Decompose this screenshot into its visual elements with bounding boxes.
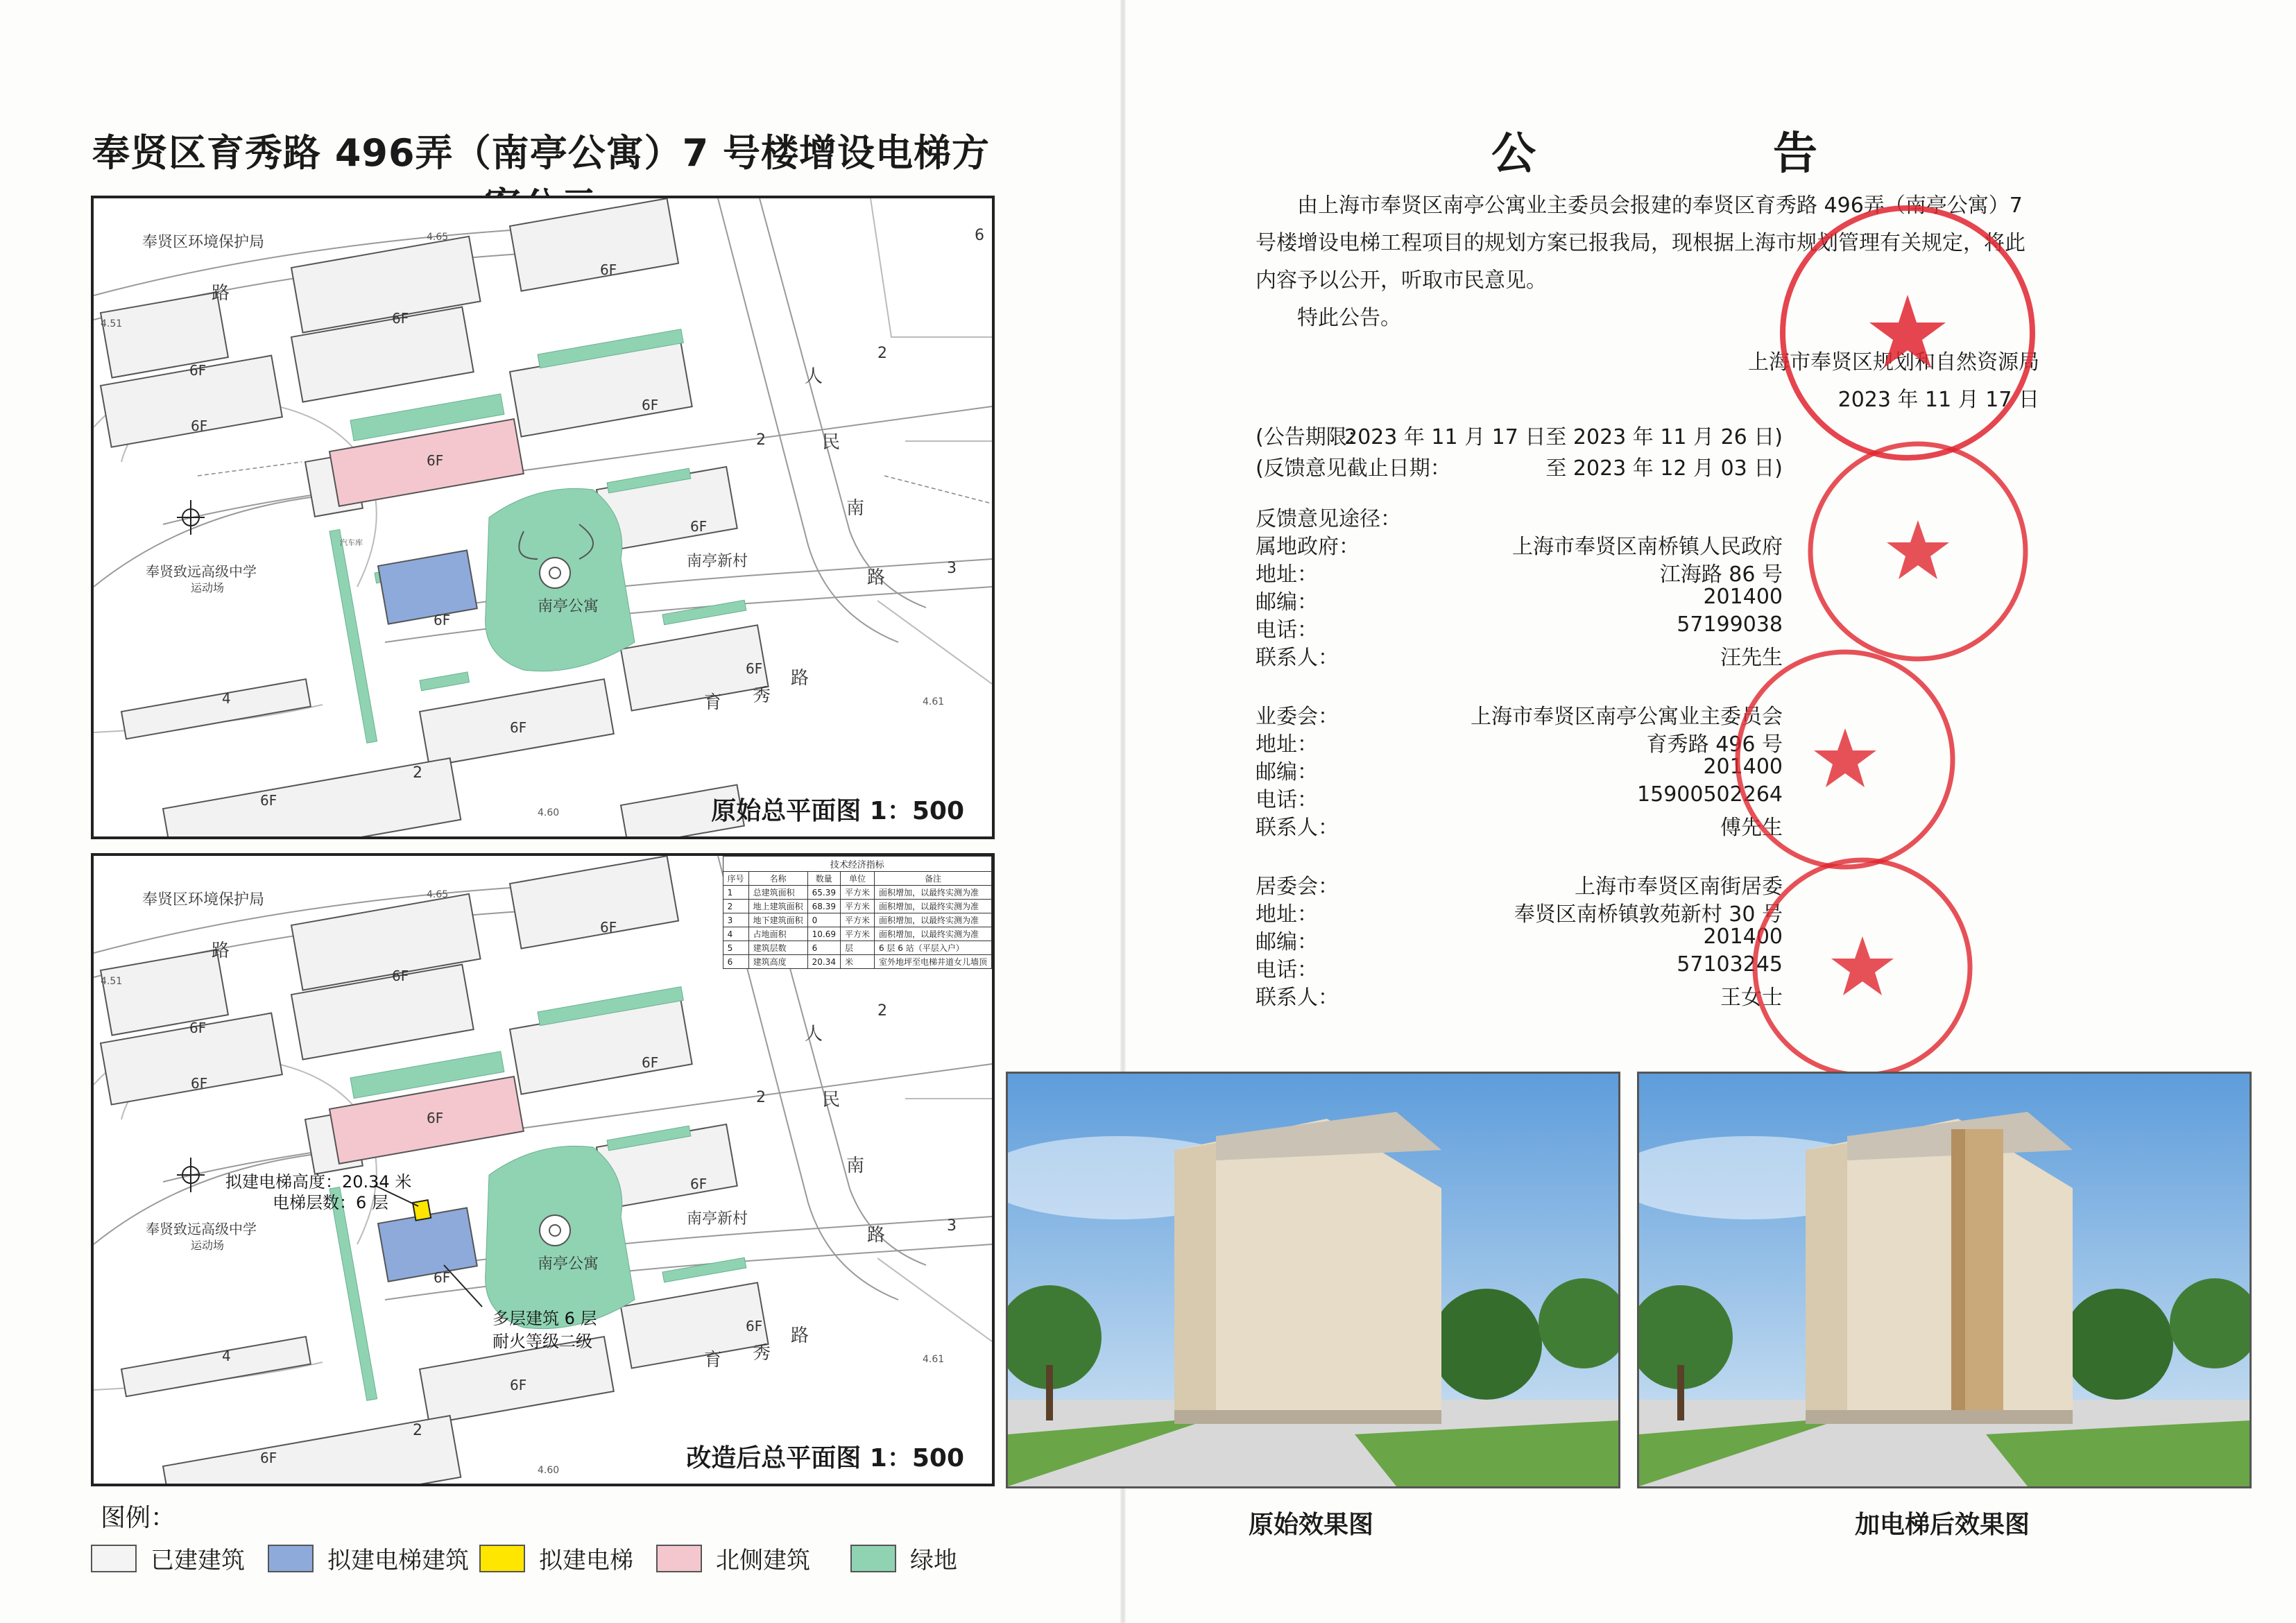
table-cell: 0 bbox=[807, 913, 840, 927]
table-row bbox=[723, 886, 991, 900]
building-note-floors: 多层建筑 6 层 bbox=[492, 1309, 597, 1328]
plan-label-road-char: 民 bbox=[822, 1090, 841, 1110]
table-cell: 面积增加，以最终实测为准 bbox=[874, 913, 991, 927]
legend-swatch bbox=[656, 1545, 702, 1572]
plan-label-6f: 6F bbox=[260, 792, 277, 809]
notice-title bbox=[1491, 118, 1817, 182]
plan-elevation: 4.61 bbox=[923, 696, 945, 707]
modified-render-caption: 加电梯后效果图 bbox=[1854, 1511, 2030, 1539]
deadline-label: (反馈意见截止日期： bbox=[1256, 456, 1451, 481]
zip-label: 邮编： bbox=[1256, 590, 1318, 615]
plan-label-6f: 6F bbox=[690, 518, 708, 535]
original-render bbox=[1006, 1072, 1620, 1488]
tech-table-header: 单位 bbox=[840, 872, 874, 886]
legend-item-green bbox=[850, 1541, 957, 1575]
original-render-caption: 原始效果图 bbox=[1248, 1511, 1373, 1539]
plan-label-road-char: 路 bbox=[867, 567, 886, 588]
plan-label-6f: 6F bbox=[189, 362, 207, 379]
modified-render bbox=[1637, 1072, 2252, 1488]
plan-label-road-char: 民 bbox=[822, 432, 841, 453]
modified-render-image bbox=[1639, 1074, 2250, 1486]
plan-label-road-char: 育 bbox=[704, 1350, 723, 1371]
plan-label-num: 2 bbox=[413, 764, 422, 782]
phone-label: 电话： bbox=[1256, 958, 1318, 982]
official-seal-residents-committee bbox=[1748, 853, 1977, 1082]
addr-label: 地址： bbox=[1256, 563, 1318, 587]
table-cell: 总建筑面积 bbox=[748, 886, 807, 900]
gov-phone: 57199038 bbox=[1677, 612, 1783, 637]
table-cell: 地上建筑面积 bbox=[748, 900, 807, 913]
tech-table-header: 名称 bbox=[748, 872, 807, 886]
addr-label: 地址： bbox=[1256, 732, 1318, 757]
modified-plan-caption: 改造后总平面图 1：500 bbox=[686, 1444, 964, 1472]
plan-elevation: 4.65 bbox=[427, 889, 449, 900]
notice-closing: 特此公告。 bbox=[1297, 306, 1401, 330]
plan-label-school-field: 运动场 bbox=[191, 1239, 225, 1252]
plan-label-6f: 6F bbox=[260, 1450, 277, 1466]
original-site-plan-drawing bbox=[94, 198, 992, 836]
owners-label: 业委会： bbox=[1256, 705, 1339, 729]
plan-label-num: 2 bbox=[877, 1002, 887, 1020]
owners-addr: 育秀路 496 号 bbox=[1646, 732, 1783, 757]
plan-label-env-bureau: 奉贤区环境保护局 bbox=[142, 891, 265, 909]
table-cell: 地下建筑面积 bbox=[748, 913, 807, 927]
legend-swatch bbox=[850, 1545, 896, 1572]
gov-name: 上海市奉贤区南桥镇人民政府 bbox=[1512, 535, 1783, 559]
legend-label: 绿地 bbox=[910, 1547, 957, 1574]
notice-paragraph: 由上海市奉贤区南亭公寓业主委员会报建的奉贤区育秀路 496弄（南亭公寓）7 号楼增设电梯工程项目的规划方案已报我局，现根据上海市规划管理有关规定，将此内容予以公开，听取市民意见。 bbox=[1256, 194, 2025, 293]
table-cell: 6 层 6 站（平层入户） bbox=[874, 941, 991, 955]
plan-label-num: 2 bbox=[413, 1422, 422, 1439]
plan-label-6f: 6F bbox=[434, 1269, 451, 1286]
legend bbox=[91, 1498, 1006, 1581]
plan-label-6f: 6F bbox=[746, 660, 763, 677]
table-cell: 米 bbox=[840, 955, 874, 969]
gov-addr: 江海路 86 号 bbox=[1659, 563, 1783, 587]
plan-label-4: 4 bbox=[222, 1348, 231, 1364]
notice-date: 2023 年 11 月 17 日 bbox=[1837, 388, 2039, 412]
plan-label-num: 6 bbox=[975, 227, 984, 244]
plan-label-6f: 6F bbox=[642, 397, 659, 413]
plan-label-num: 3 bbox=[947, 560, 957, 577]
table-cell: 面积增加，以最终实测为准 bbox=[874, 927, 991, 941]
table-cell: 20.34 bbox=[807, 955, 840, 969]
plan-label-nanting-apartment: 南亭公寓 bbox=[538, 1255, 599, 1273]
plan-label-road-char: 路 bbox=[791, 668, 809, 689]
tech-table-header: 序号 bbox=[723, 872, 748, 886]
resident-phone: 57103245 bbox=[1677, 952, 1783, 977]
legend-title: 图例： bbox=[101, 1504, 176, 1532]
legend-item-elevator bbox=[479, 1541, 633, 1575]
owners-contact: 傅先生 bbox=[1720, 816, 1783, 840]
contact-label: 联系人： bbox=[1256, 986, 1339, 1010]
table-row bbox=[723, 913, 991, 927]
plan-label-nanting-village: 南亭新村 bbox=[687, 1210, 748, 1228]
legend-item-elevator-building bbox=[268, 1541, 469, 1575]
original-render-image bbox=[1008, 1074, 1618, 1486]
page-title: 奉贤区育秀路 496弄（南亭公寓）7 号楼增设电梯方 bbox=[92, 131, 990, 175]
deadline-value: 至 2023 年 12 月 03 日) bbox=[1545, 456, 1783, 481]
table-row bbox=[723, 941, 991, 955]
plan-label-6f: 6F bbox=[510, 1377, 527, 1393]
gov-zip: 201400 bbox=[1703, 585, 1783, 609]
plan-elevation: 4.51 bbox=[101, 976, 123, 987]
table-cell: 占地面积 bbox=[748, 927, 807, 941]
plan-elevation: 4.60 bbox=[538, 1465, 560, 1476]
table-cell: 层 bbox=[840, 941, 874, 955]
zip-label: 邮编： bbox=[1256, 760, 1318, 784]
modified-site-plan bbox=[91, 853, 995, 1486]
legend-item-existing bbox=[91, 1541, 245, 1575]
owners-zip: 201400 bbox=[1703, 755, 1783, 779]
resident-name: 上海市奉贤区南街居委 bbox=[1575, 875, 1783, 899]
table-cell: 室外地坪至电梯井道女儿墙顶 bbox=[874, 955, 991, 969]
plan-label-road: 路 bbox=[212, 941, 230, 961]
period-label: (公告期限： bbox=[1256, 425, 1368, 449]
plan-label-6f: 6F bbox=[600, 261, 617, 278]
table-cell: 5 bbox=[723, 941, 748, 955]
resident-label: 居委会： bbox=[1256, 875, 1339, 899]
legend-item-north-building bbox=[656, 1541, 810, 1575]
plan-label-6f: 6F bbox=[427, 452, 444, 469]
proposed-elevator-marker bbox=[413, 1200, 431, 1220]
tech-table-header: 数量 bbox=[807, 872, 840, 886]
plan-label-school-field: 运动场 bbox=[191, 581, 225, 594]
notice-title-char: 公 bbox=[1491, 128, 1536, 180]
addr-label: 地址： bbox=[1256, 902, 1318, 927]
official-seal-owners-committee bbox=[1731, 645, 1960, 874]
elevator-height-note: 拟建电梯高度：20.34 米 bbox=[225, 1172, 412, 1192]
plan-label-num: 3 bbox=[947, 1217, 957, 1235]
plan-label-num: 2 bbox=[877, 345, 887, 362]
plan-elevation: 4.61 bbox=[923, 1354, 945, 1365]
plan-label-num: 2 bbox=[756, 1089, 766, 1106]
plan-label-env-bureau: 奉贤区环境保护局 bbox=[142, 234, 265, 251]
resident-addr: 奉贤区南桥镇敦苑新村 30 号 bbox=[1514, 902, 1783, 927]
plan-label-road-char: 南 bbox=[846, 1156, 865, 1176]
legend-swatch bbox=[91, 1545, 137, 1572]
plan-label-4: 4 bbox=[222, 690, 231, 707]
table-cell: 面积增加，以最终实测为准 bbox=[874, 886, 991, 900]
original-site-plan bbox=[91, 196, 995, 839]
plan-label-road-char: 南 bbox=[846, 498, 865, 519]
plan-elevation: 4.65 bbox=[427, 232, 449, 243]
official-seal-township bbox=[1804, 437, 2032, 666]
plan-label-road-char: 育 bbox=[704, 692, 723, 713]
table-cell: 平方米 bbox=[840, 900, 874, 913]
plan-label-6f: 6F bbox=[746, 1318, 763, 1334]
plan-label-num: 2 bbox=[756, 431, 766, 449]
zip-label: 邮编： bbox=[1256, 930, 1318, 954]
plan-label-6f: 6F bbox=[191, 418, 208, 434]
table-cell: 建筑层数 bbox=[748, 941, 807, 955]
plan-elevation: 4.51 bbox=[101, 318, 123, 329]
table-cell: 建筑高度 bbox=[748, 955, 807, 969]
channels-label: 反馈意见途径： bbox=[1256, 507, 1401, 531]
table-cell: 平方米 bbox=[840, 927, 874, 941]
plan-label-road-char: 路 bbox=[867, 1225, 886, 1246]
building-note-fire-rating: 耐火等级二级 bbox=[492, 1332, 592, 1351]
plan-label-6f: 6F bbox=[510, 719, 527, 736]
plan-label-road-char: 路 bbox=[791, 1325, 809, 1346]
contact-label: 联系人： bbox=[1256, 646, 1339, 670]
plan-label-school: 奉贤致远高级中学 bbox=[146, 563, 257, 580]
plan-label-nanting-apartment: 南亭公寓 bbox=[538, 598, 599, 615]
plan-label-road-char: 秀 bbox=[753, 1343, 771, 1364]
table-cell: 65.39 bbox=[807, 886, 840, 900]
table-cell: 4 bbox=[723, 927, 748, 941]
gov-contact: 汪先生 bbox=[1720, 646, 1783, 670]
plan-elevation: 4.60 bbox=[538, 807, 560, 818]
plan-label-6f: 6F bbox=[690, 1176, 708, 1192]
plan-label-6f: 6F bbox=[392, 310, 409, 327]
legend-label: 拟建电梯建筑 bbox=[327, 1547, 469, 1574]
table-row bbox=[723, 900, 991, 913]
legend-label: 拟建电梯 bbox=[539, 1547, 633, 1574]
contact-label: 联系人： bbox=[1256, 816, 1339, 840]
tech-table-caption: 技术经济指标 bbox=[723, 857, 991, 872]
plan-label-bike-shed: 汽车库 bbox=[340, 538, 363, 547]
notice-issuer: 上海市奉贤区规划和自然资源局 bbox=[1748, 350, 2039, 375]
plan-label-6f: 6F bbox=[642, 1054, 659, 1071]
table-cell: 10.69 bbox=[807, 927, 840, 941]
table-cell: 6 bbox=[807, 941, 840, 955]
phone-label: 电话： bbox=[1256, 788, 1318, 812]
table-row bbox=[723, 955, 991, 969]
plan-label-6f: 6F bbox=[427, 1110, 444, 1126]
table-cell: 1 bbox=[723, 886, 748, 900]
table-cell: 平方米 bbox=[840, 886, 874, 900]
phone-label: 电话： bbox=[1256, 618, 1318, 642]
table-cell: 平方米 bbox=[840, 913, 874, 927]
table-cell: 2 bbox=[723, 900, 748, 913]
gov-label: 属地政府： bbox=[1256, 535, 1360, 559]
resident-zip: 201400 bbox=[1703, 925, 1783, 949]
owners-name: 上海市奉贤区南亭公寓业主委员会 bbox=[1471, 705, 1783, 729]
table-row bbox=[723, 927, 991, 941]
tech-table-header: 备注 bbox=[874, 872, 991, 886]
plan-label-road-char: 人 bbox=[805, 366, 823, 387]
owners-phone: 15900502264 bbox=[1637, 782, 1783, 807]
plan-label-road-char: 秀 bbox=[753, 685, 771, 706]
table-cell: 面积增加，以最终实测为准 bbox=[874, 900, 991, 913]
plan-label-6f: 6F bbox=[392, 968, 409, 984]
resident-contact: 王女士 bbox=[1720, 986, 1783, 1010]
plan-label-6f: 6F bbox=[600, 919, 617, 936]
official-seal-bureau bbox=[1776, 201, 2039, 465]
notice-title-char: 告 bbox=[1773, 128, 1817, 180]
plan-label-6f: 6F bbox=[191, 1075, 208, 1092]
plan-label-road: 路 bbox=[212, 283, 230, 304]
plan-label-6f: 6F bbox=[189, 1020, 207, 1036]
legend-swatch bbox=[479, 1545, 525, 1572]
plan-label-road-char: 人 bbox=[805, 1024, 823, 1045]
plan-label-nanting-village: 南亭新村 bbox=[687, 553, 748, 570]
tech-economic-table bbox=[723, 856, 992, 969]
elevator-floors-note: 电梯层数：6 层 bbox=[273, 1193, 388, 1212]
table-cell: 6 bbox=[723, 955, 748, 969]
original-plan-caption: 原始总平面图 1：500 bbox=[711, 797, 964, 825]
table-cell: 68.39 bbox=[807, 900, 840, 913]
plan-label-6f: 6F bbox=[434, 612, 451, 628]
period-value: 2023 年 11 月 17 日至 2023 年 11 月 26 日) bbox=[1344, 425, 1783, 449]
legend-label: 已建建筑 bbox=[151, 1547, 245, 1574]
legend-swatch bbox=[268, 1545, 314, 1572]
plan-label-school: 奉贤致远高级中学 bbox=[146, 1221, 257, 1237]
legend-label: 北侧建筑 bbox=[716, 1547, 810, 1574]
table-cell: 3 bbox=[723, 913, 748, 927]
